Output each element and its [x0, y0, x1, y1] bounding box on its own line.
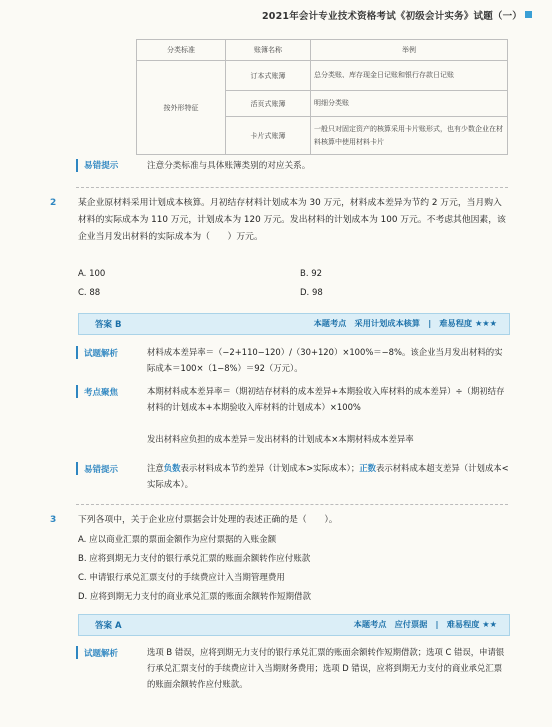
divider — [76, 187, 508, 188]
tip-text-part: 表示材料成本节约差异（计划成本>实际成本）； — [180, 463, 360, 473]
analysis-bar — [76, 646, 78, 659]
question-number: 3 — [50, 515, 57, 525]
answer-bar — [78, 313, 510, 335]
table-cell: 活页式账簿 — [226, 91, 311, 117]
analysis-bar — [76, 346, 78, 359]
focus-label: 考点聚焦 — [84, 388, 119, 398]
topic-difficulty: 本题考点 采用计划成本核算 | 难易程度 ★★★ — [313, 318, 497, 328]
focus-text-formula: 本期材料成本差异率＝（期初结存材料的成本差异+本期验收入库材料的成本差异）÷（期初结存材料的计划成本+本期验收入库材料的计划成本）×100% — [147, 386, 505, 412]
table-cell: 一般只对固定资产的核算采用卡片账形式，也有少数企业在材料核算中使用材料卡片 — [311, 117, 508, 155]
question-stem: 某企业原材料采用计划成本核算。月初结存材料计划成本为 30 万元，材料成本差异为节约 2 万元，当月购入材料的实际成本为 110 万元，计划成本为 120 万元。发出材料的计划成本为 100 万元。不考虑其他因素，该企业当月发出材料的实际成本为（ ）万元。 — [78, 198, 506, 242]
topic-difficulty: 本题考点 应付票据 | 难易程度 ★★ — [353, 619, 497, 629]
tip-text-part: 注意 — [147, 463, 164, 473]
table-cell: 订本式账簿 — [226, 61, 311, 91]
tip-text — [147, 460, 509, 492]
tip-label: 易错提示 — [84, 161, 119, 171]
tip-text-part: 表示材料成本超支差异（计划成本<实际成本）。 — [147, 463, 509, 489]
option-b: B. 应将到期无力支付的银行承兑汇票的账面余额转作应付账款 — [78, 554, 311, 564]
table-cell: 卡片式账簿 — [226, 117, 311, 155]
analysis-text: 材料成本差异率＝（−2+110−120）/（30+120）×100%＝−8%。该企业当月发出材料的实际成本＝100×（1−8%）＝92（万元）。 — [147, 347, 503, 373]
tip-highlight: 正数 — [359, 463, 376, 473]
analysis-label: 试题解析 — [84, 349, 119, 359]
table-cell: 明细分类账 — [311, 91, 508, 117]
focus-bar — [76, 385, 78, 398]
analysis-text: 选项 B 错误，应将到期无力支付的银行承兑汇票的账面余额转作短期借款；选项 C 错误，申请银行承兑汇票支付的手续费应计入当期财务费用；选项 D 错误，应将到期无力支付的商业承兑汇票的账面余额转作应付账款。 — [147, 647, 505, 689]
divider — [76, 504, 508, 505]
option-a: A. 应以商业汇票的票面金额作为应付票据的入账金额 — [78, 535, 277, 545]
answer-label: 答案 B — [95, 320, 122, 330]
option-c: C. 申请银行承兑汇票支付的手续费应计入当期管理费用 — [78, 573, 285, 583]
option-d: D. 应将到期无力支付的商业承兑汇票的账面余额转作短期借款 — [78, 592, 311, 602]
question-number: 2 — [50, 198, 57, 208]
option-a: A. 100 — [78, 269, 106, 279]
table-header: 举例 — [311, 40, 508, 61]
question-stem: 下列各项中，关于企业应付票据会计处理的表述正确的是（ ）。 — [78, 515, 338, 525]
option-c: C. 88 — [78, 288, 101, 298]
table-header: 账簿名称 — [226, 40, 311, 61]
account-book-table — [136, 39, 508, 155]
tip-bar — [76, 159, 78, 172]
table-cell: 总分类账、库存现金日记账和银行存款日记账 — [311, 61, 508, 91]
table-header: 分类标准 — [137, 40, 226, 61]
answer-bar — [78, 614, 510, 636]
page-header-title: 2021年会计专业技术资格考试《初级会计实务》试题（一） — [261, 11, 522, 22]
tip-text: 注意分类标准与具体账簿类别的对应关系。 — [147, 161, 311, 171]
tip-highlight: 负数 — [163, 463, 181, 473]
analysis-label: 试题解析 — [84, 649, 119, 659]
answer-label: 答案 A — [95, 621, 122, 631]
option-b: B. 92 — [300, 269, 323, 279]
option-d: D. 98 — [300, 288, 323, 298]
focus-text-formula: 发出材料应负担的成本差异＝发出材料的计划成本×本期材料成本差异率 — [147, 434, 414, 444]
table-cell-category: 按外形特征 — [137, 61, 226, 155]
header-marker-icon — [525, 11, 532, 18]
tip-label: 易错提示 — [84, 465, 119, 475]
tip-bar — [76, 462, 78, 475]
